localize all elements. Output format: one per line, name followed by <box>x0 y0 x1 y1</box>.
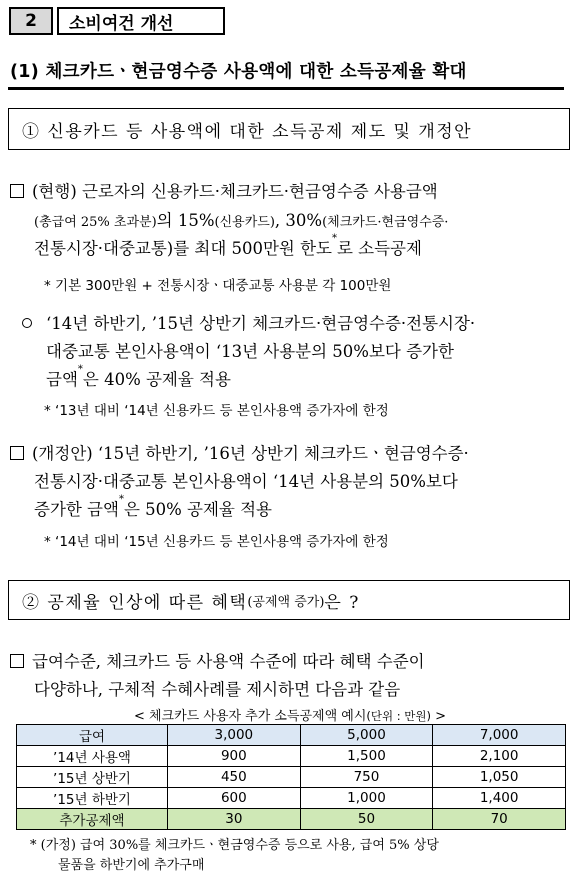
revised-line-1: (개정안) ‘15년 하반기, ’16년 상반기 체크카드ㆍ현금영수증· <box>10 440 469 464</box>
benefit-line-2: 다양하나, 구체적 수혜사례를 제시하면 다음과 같음 <box>34 680 401 699</box>
table-cell: 2,100 <box>433 746 566 767</box>
checkbox-square-icon <box>10 446 24 460</box>
benefit-table <box>16 724 566 830</box>
heading-rule <box>8 87 564 90</box>
table-row <box>17 767 566 788</box>
table-cell: 1,400 <box>433 788 566 809</box>
table-total-cell: 30 <box>168 809 301 830</box>
table-total-cell: 70 <box>433 809 566 830</box>
bullet-line-3: 금액*은 40% 공제율 적용 <box>46 364 231 389</box>
table-header-cell: 7,000 <box>433 725 566 746</box>
benefit-line-1: 급여수준, 체크카드 등 사용액 수준에 따라 혜택 수준이 <box>10 648 425 672</box>
footnote-line-2: 물품을 하반기에 추가구매 <box>58 858 205 873</box>
checkbox-square-icon <box>10 654 24 668</box>
table-cell: 1,000 <box>300 788 433 809</box>
current-rule-line-2: (총급여 25% 초과분)의 15%(신용카드), 30%(체크카드·현금영수증· <box>34 211 449 230</box>
bullet-note: * ‘13년 대비 ‘14년 신용카드 등 본인사용액 증가자에 한정 <box>44 403 389 419</box>
table-header-row <box>17 725 566 746</box>
current-rule-line-1: (현행) 근로자의 신용카드·체크카드·현금영수증 사용금액 <box>10 178 438 202</box>
current-rule-note: * 기본 300만원 + 전통시장ㆍ대중교통 사용분 각 100만원 <box>44 278 392 294</box>
table-caption: < 체크카드 사용자 추가 소득공제액 예시(단위 : 만원) > <box>133 709 447 724</box>
footnote-line-1: * (가정) 급여 30%를 체크카드ㆍ현금영수증 등으로 사용, 급여 5% 상당 <box>30 838 439 853</box>
table-header-cell: 급여 <box>17 725 168 746</box>
footnote <box>30 836 439 876</box>
table-cell: ’14년 사용액 <box>17 746 168 767</box>
revised-line-2: 전통시장·대중교통 본인사용액이 ‘14년 사용분의 50%보다 <box>34 472 458 491</box>
bullet-line-2: 대중교통 본인사용액이 ‘13년 사용분의 50%보다 증가한 <box>46 342 454 361</box>
revised-line-3: 증가한 금액*은 50% 공제율 적용 <box>34 494 272 519</box>
revised-note: * ‘14년 대비 ‘15년 신용카드 등 본인사용액 증가자에 한정 <box>44 534 389 550</box>
table-cell: ’15년 상반기 <box>17 767 168 788</box>
section-title: 소비여건 개선 <box>57 7 225 35</box>
table-cell: 1,500 <box>300 746 433 767</box>
table-header-cell: 3,000 <box>168 725 301 746</box>
table-cell: 750 <box>300 767 433 788</box>
current-rule-line-3: 전통시장·대중교통)를 최대 500만원 한도*로 소득공제 <box>34 233 422 258</box>
table-total-cell: 50 <box>300 809 433 830</box>
table-cell: ’15년 하반기 <box>17 788 168 809</box>
question-box-2: ② 공제율 인상에 따른 혜택 (공제액 증가) 은 ? <box>8 580 570 620</box>
sub-heading: (1) 체크카드ㆍ현금영수증 사용액에 대한 소득공제율 확대 <box>10 62 467 82</box>
table-cell: 450 <box>168 767 301 788</box>
question-box-1 <box>8 108 570 150</box>
table-row <box>17 746 566 767</box>
question-1-text: ① 신용카드 등 사용액에 대한 소득공제 제도 및 개정안 <box>22 121 473 142</box>
table-cell: 900 <box>168 746 301 767</box>
table-header-cell: 5,000 <box>300 725 433 746</box>
table-total-row <box>17 809 566 830</box>
bullet-line-1: ‘14년 하반기, ’15년 상반기 체크카드·현금영수증·전통시장· <box>22 310 475 334</box>
bullet-circle-icon <box>22 318 32 328</box>
table-total-cell: 추가공제액 <box>17 809 168 830</box>
table-row <box>17 788 566 809</box>
table-cell: 1,050 <box>433 767 566 788</box>
section-number: 2 <box>9 7 53 35</box>
checkbox-square-icon <box>10 184 24 198</box>
table-cell: 600 <box>168 788 301 809</box>
